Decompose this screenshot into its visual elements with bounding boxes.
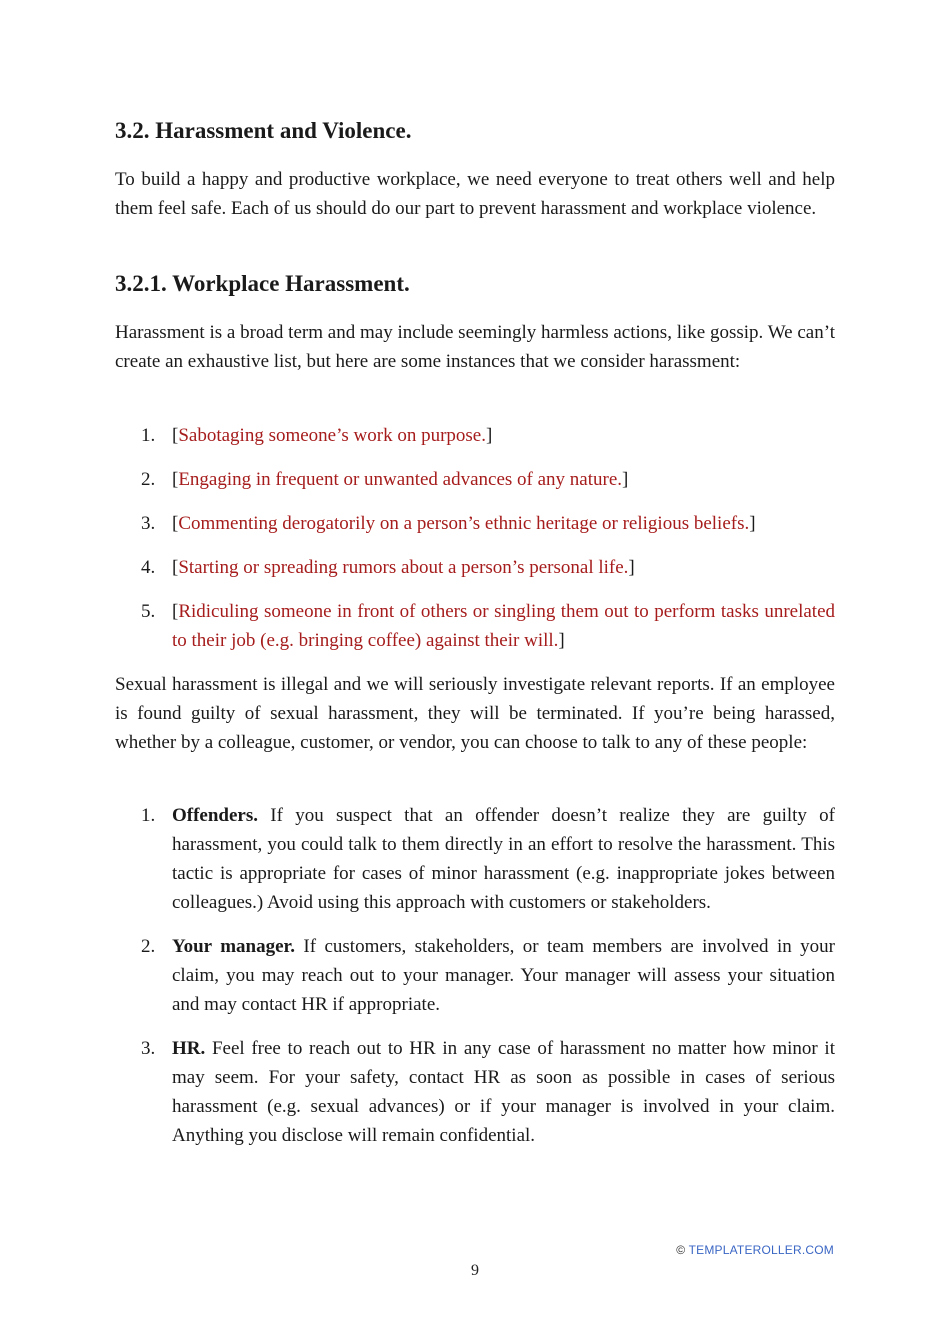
list-number: 5. xyxy=(141,601,156,622)
example-text: Starting or spreading rumors about a person’s personal life. xyxy=(178,557,629,578)
contact-text: Feel free to reach out to HR in any case of harassment no matter how minor it may seem. For your safety, contact HR as soon as possible in cases of serious harassment (e.g. sexual advances) or if your manager is involved in your claim. Anything you disclose will remain confidential. xyxy=(172,1038,835,1146)
list-item xyxy=(115,597,835,655)
footer-copyright xyxy=(676,1243,834,1257)
bracket-close: ] xyxy=(485,425,493,446)
page-number: 9 xyxy=(471,1262,479,1279)
list-number: 4. xyxy=(141,557,156,578)
harassment-examples-list xyxy=(115,421,835,655)
list-number: 1. xyxy=(141,425,156,446)
contact-title: Offenders. xyxy=(172,805,259,826)
list-item xyxy=(115,801,835,917)
list-item xyxy=(115,1034,835,1150)
contacts-list xyxy=(115,801,835,1150)
section-heading: 3.2. Harassment and Violence. xyxy=(115,118,412,143)
list-number: 3. xyxy=(141,513,156,534)
subsection-heading: 3.2.1. Workplace Harassment. xyxy=(115,271,410,296)
bracket-open: [ xyxy=(172,557,179,578)
example-text: Ridiculing someone in front of others or singling them out to perform tasks unrelated to their job (e.g. bringing coffee) against their will. xyxy=(172,601,835,651)
example-text: Commenting derogatorily on a person’s ethnic heritage or religious beliefs. xyxy=(178,513,750,534)
list-item xyxy=(115,421,835,450)
bracket-close: ] xyxy=(628,557,635,578)
bracket-close: ] xyxy=(622,469,629,490)
bracket-close: ] xyxy=(749,513,756,534)
brand-link[interactable]: TEMPLATEROLLER.COM xyxy=(688,1243,834,1257)
bracket-close: ] xyxy=(558,630,565,651)
contact-text: If you suspect that an offender doesn’t realize they are guilty of harassment, you could talk to them directly in an effort to resolve the harassment. This tactic is appropriate for cases of minor harassment (e.g. inappropriate jokes between colleagues.) Avoid using this approach with customers or stakeholders. xyxy=(172,805,835,913)
copyright-icon: © xyxy=(676,1243,686,1257)
subsection-intro: Harassment is a broad term and may include seemingly harmless actions, like gossip. We can’t create an exhaustive list, but here are some instances that we consider harassment: xyxy=(115,322,835,372)
bracket-open: [ xyxy=(172,601,179,622)
list-number: 2. xyxy=(141,936,156,957)
example-text: Engaging in frequent or unwanted advances of any nature. xyxy=(178,469,623,490)
list-number: 2. xyxy=(141,469,156,490)
section-intro: To build a happy and productive workplace, we need everyone to treat others well and help them feel safe. Each of us should do our part to prevent harassment and workplace violence. xyxy=(115,169,835,219)
example-text: Sabotaging someone’s work on purpose. xyxy=(178,425,486,446)
contact-title: Your manager. xyxy=(172,936,295,957)
list-number: 1. xyxy=(141,805,156,826)
list-item xyxy=(115,465,835,494)
contact-text: If customers, stakeholders, or team members are involved in your claim, you may reach out to your manager. Your manager will assess your situation and may contact HR if appropriate. xyxy=(172,936,835,1015)
bracket-open: [ xyxy=(172,425,179,446)
list-item xyxy=(115,509,835,538)
contact-title: HR. xyxy=(172,1038,206,1059)
bracket-open: [ xyxy=(172,513,179,534)
list-number: 3. xyxy=(141,1038,156,1059)
list-item xyxy=(115,932,835,1019)
bracket-open: [ xyxy=(172,469,179,490)
sexual-harassment-paragraph: Sexual harassment is illegal and we will seriously investigate relevant reports. If an employee is found guilty of sexual harassment, they will be terminated. If you’re being harassed, whether by a colleague, customer, or vendor, you can choose to talk to any of these people: xyxy=(115,674,835,753)
list-item xyxy=(115,553,835,582)
